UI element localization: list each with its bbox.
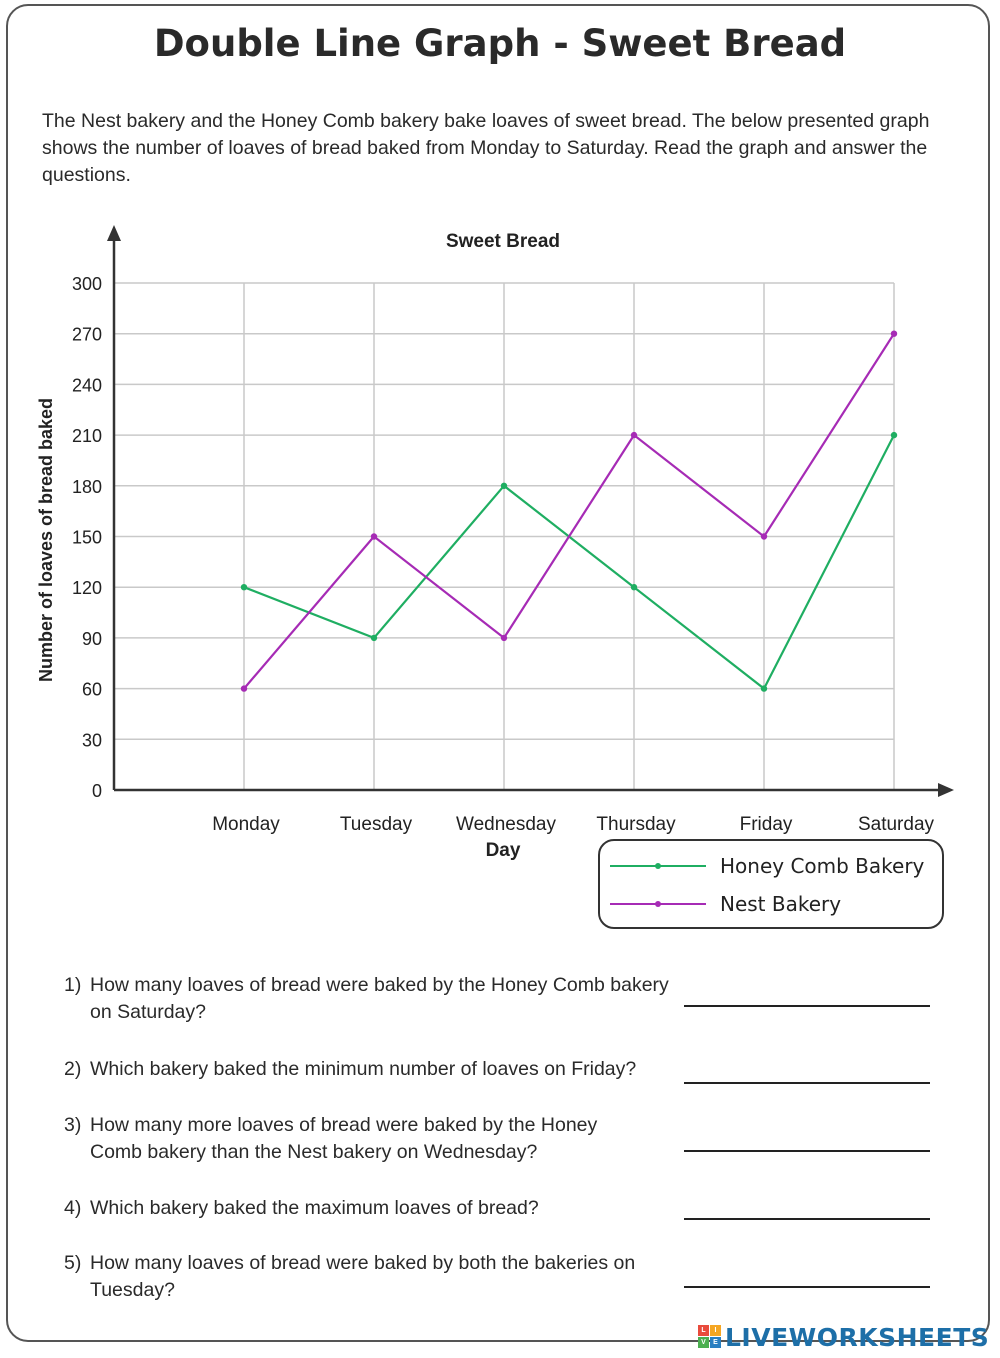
question-number: 2) xyxy=(64,1058,82,1080)
y-tick-label: 60 xyxy=(81,679,102,700)
answer-blank-3[interactable] xyxy=(684,1150,930,1152)
x-axis-label: Day xyxy=(485,840,521,861)
data-point xyxy=(761,685,767,691)
axes xyxy=(72,225,954,835)
chart-title: Sweet Bread xyxy=(445,231,561,252)
answer-blank-4[interactable] xyxy=(684,1218,930,1220)
y-tick-label: 210 xyxy=(71,426,102,447)
question-number: 1) xyxy=(64,974,82,996)
liveworksheets-logo-icon: L I V E xyxy=(698,1325,722,1349)
question-number: 4) xyxy=(64,1197,82,1219)
answer-blank-2[interactable] xyxy=(684,1082,930,1084)
y-tick-label: 150 xyxy=(71,527,102,548)
y-tick-label: 270 xyxy=(71,324,102,345)
worksheet-title: Double Line Graph - Sweet Bread xyxy=(153,22,847,65)
line-chart xyxy=(0,215,1000,865)
x-axis-arrow-icon xyxy=(938,783,954,797)
question-number: 3) xyxy=(64,1114,82,1136)
data-point xyxy=(241,685,247,691)
y-tick-label: 300 xyxy=(71,274,102,294)
data-point xyxy=(891,432,897,438)
y-tick-label: 240 xyxy=(71,375,102,396)
question-text: How many more loaves of bread were baked by the Honey Comb bakery than the Nest bakery on Wednesday? xyxy=(90,1114,598,1163)
y-axis-label: Number of loaves of bread baked xyxy=(36,397,56,683)
question-text: How many loaves of bread were baked by the Honey Comb bakery on Saturday? xyxy=(90,974,669,1023)
y-tick-label: 90 xyxy=(81,628,102,649)
answer-blank-5[interactable] xyxy=(684,1286,930,1288)
x-tick-label: Wednesday xyxy=(456,814,556,835)
data-point xyxy=(371,533,377,539)
chart-legend xyxy=(598,839,944,929)
worksheet-intro: The Nest bakery and the Honey Comb bakery bake loaves of sweet bread. The below presented graph shows the number of loaves of bread baked from Monday to Saturday. Read the graph and answer the questions. xyxy=(42,110,930,186)
x-tick-label: Monday xyxy=(212,814,280,835)
y-tick-label: 0 xyxy=(91,781,102,801)
series-line-1 xyxy=(244,334,894,689)
x-tick-label: Saturday xyxy=(857,814,935,835)
data-point xyxy=(371,635,377,641)
legend-swatch-honey-comb xyxy=(610,851,706,881)
series-line-0 xyxy=(244,435,894,688)
brand-wordmark: LIVEWORKSHEETS xyxy=(725,1322,990,1352)
y-axis-arrow-icon xyxy=(107,225,121,241)
y-tick-label: 120 xyxy=(71,578,102,599)
question-text: Which bakery baked the maximum loaves of bread? xyxy=(90,1197,539,1219)
legend-swatch-nest xyxy=(610,889,706,919)
y-tick-label: 30 xyxy=(81,730,102,751)
legend-label: Honey Comb Bakery xyxy=(720,854,925,878)
legend-item-honey-comb xyxy=(610,851,924,881)
data-point xyxy=(631,584,637,590)
x-tick-label: Tuesday xyxy=(339,814,413,835)
x-tick-label: Friday xyxy=(739,814,793,835)
data-point xyxy=(891,331,897,337)
data-point xyxy=(501,483,507,489)
data-point xyxy=(501,635,507,641)
question-text: Which bakery baked the minimum number of loaves on Friday? xyxy=(90,1058,637,1080)
data-point xyxy=(241,584,247,590)
liveworksheets-brand[interactable] xyxy=(698,1322,989,1352)
question-text: How many loaves of bread were baked by both the bakeries on Tuesday? xyxy=(90,1252,636,1301)
legend-label: Nest Bakery xyxy=(720,892,842,916)
x-tick-label: Thursday xyxy=(596,814,676,835)
question-number: 5) xyxy=(64,1252,82,1274)
data-point xyxy=(761,533,767,539)
grid-lines xyxy=(114,283,894,790)
y-tick-label: 180 xyxy=(71,476,102,497)
legend-item-nest xyxy=(610,889,841,919)
data-point xyxy=(631,432,637,438)
answer-blank-1[interactable] xyxy=(684,1005,930,1007)
